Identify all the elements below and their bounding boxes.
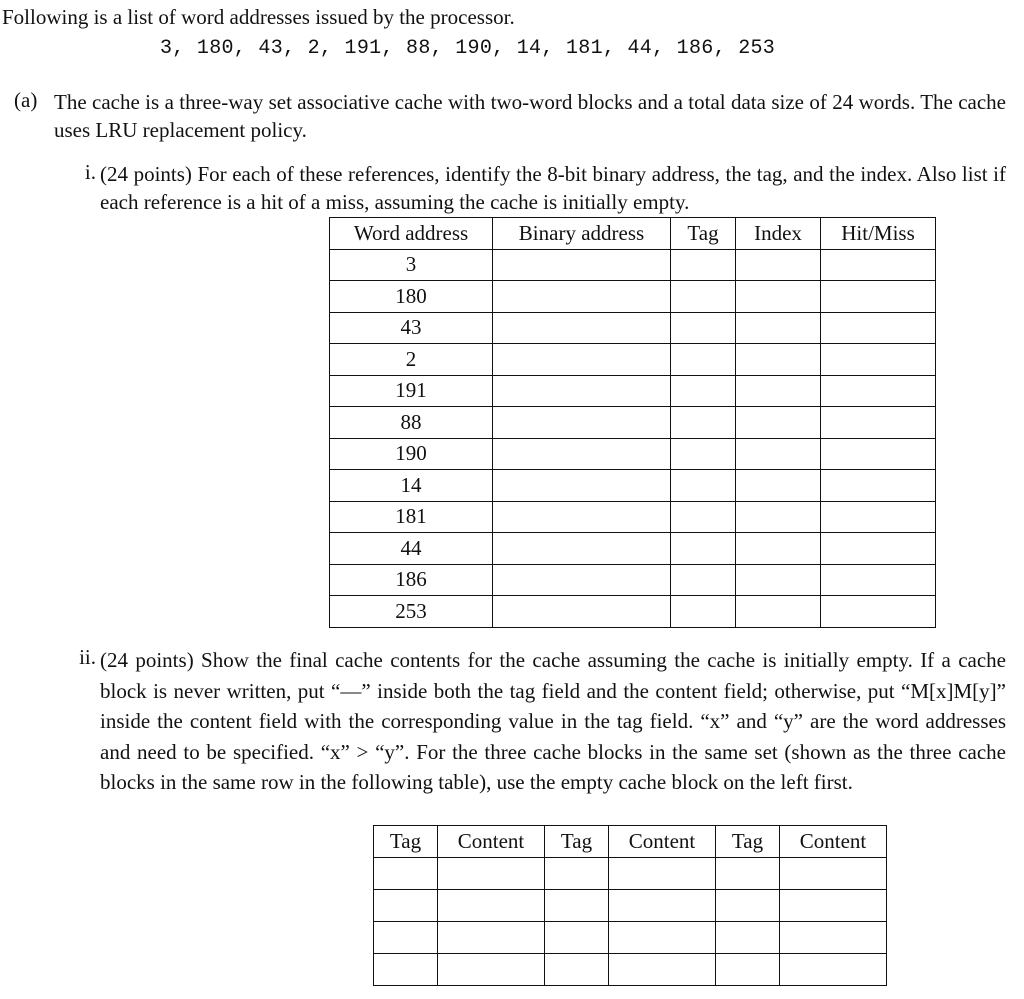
tag-cell[interactable]: [374, 922, 438, 954]
cache-contents-table: [373, 825, 887, 986]
index-cell[interactable]: [736, 596, 821, 628]
header-index: Index: [736, 218, 821, 250]
binary-address-cell[interactable]: [493, 249, 671, 281]
tag-cell[interactable]: [716, 922, 780, 954]
tag-cell[interactable]: [671, 312, 736, 344]
tag-cell[interactable]: [545, 890, 609, 922]
word-address-cell: 44: [330, 533, 493, 565]
tag-cell[interactable]: [374, 954, 438, 986]
table-row: [330, 249, 936, 281]
word-address-cell: 180: [330, 281, 493, 313]
table-row: [330, 312, 936, 344]
index-cell[interactable]: [736, 533, 821, 565]
word-address-cell: 186: [330, 564, 493, 596]
table-row: [374, 890, 887, 922]
hit-miss-cell[interactable]: [821, 501, 936, 533]
index-cell[interactable]: [736, 438, 821, 470]
address-breakdown-table: [329, 217, 936, 628]
table-row: [330, 375, 936, 407]
index-cell[interactable]: [736, 281, 821, 313]
part-ii-marker: ii.: [79, 645, 96, 669]
intro-text: Following is a list of word addresses issued by the processor.: [2, 5, 515, 29]
binary-address-cell[interactable]: [493, 407, 671, 439]
index-cell[interactable]: [736, 249, 821, 281]
table-row: [374, 954, 887, 986]
index-cell[interactable]: [736, 344, 821, 376]
header-content-1: Content: [438, 826, 545, 858]
tag-cell[interactable]: [671, 564, 736, 596]
tag-cell[interactable]: [671, 470, 736, 502]
content-cell[interactable]: [438, 954, 545, 986]
tag-cell[interactable]: [671, 375, 736, 407]
tag-cell[interactable]: [671, 344, 736, 376]
table-header-row: [330, 218, 936, 250]
header-tag-1: Tag: [374, 826, 438, 858]
hit-miss-cell[interactable]: [821, 596, 936, 628]
hit-miss-cell[interactable]: [821, 281, 936, 313]
table-row: [330, 596, 936, 628]
part-a-marker: (a): [14, 88, 38, 112]
part-a-text: The cache is a three-way set associative cache with two-word blocks and a total data size of 24 words. The cache uses LRU replacement policy.: [54, 90, 1006, 142]
table-row: [374, 858, 887, 890]
index-cell[interactable]: [736, 470, 821, 502]
tag-cell[interactable]: [716, 890, 780, 922]
word-address-list: 3, 180, 43, 2, 191, 88, 190, 14, 181, 44, 186, 253: [160, 37, 776, 60]
header-tag: Tag: [671, 218, 736, 250]
binary-address-cell[interactable]: [493, 344, 671, 376]
content-cell[interactable]: [780, 890, 887, 922]
binary-address-cell[interactable]: [493, 312, 671, 344]
tag-cell[interactable]: [671, 438, 736, 470]
hit-miss-cell[interactable]: [821, 375, 936, 407]
table-row: [330, 470, 936, 502]
binary-address-cell[interactable]: [493, 564, 671, 596]
table-row: [330, 501, 936, 533]
header-content-2: Content: [609, 826, 716, 858]
content-cell[interactable]: [438, 922, 545, 954]
tag-cell[interactable]: [545, 954, 609, 986]
index-cell[interactable]: [736, 375, 821, 407]
table-row: [374, 922, 887, 954]
content-cell[interactable]: [780, 858, 887, 890]
content-cell[interactable]: [438, 890, 545, 922]
word-address-cell: 181: [330, 501, 493, 533]
index-cell[interactable]: [736, 407, 821, 439]
header-hit-miss: Hit/Miss: [821, 218, 936, 250]
binary-address-cell[interactable]: [493, 596, 671, 628]
binary-address-cell[interactable]: [493, 438, 671, 470]
content-cell[interactable]: [438, 858, 545, 890]
word-address-cell: 88: [330, 407, 493, 439]
header-word-address: Word address: [330, 218, 493, 250]
hit-miss-cell[interactable]: [821, 249, 936, 281]
tag-cell[interactable]: [545, 922, 609, 954]
table-row: [330, 564, 936, 596]
content-cell[interactable]: [780, 922, 887, 954]
hit-miss-cell[interactable]: [821, 564, 936, 596]
table-row: [330, 344, 936, 376]
hit-miss-cell[interactable]: [821, 344, 936, 376]
table-row: [330, 281, 936, 313]
index-cell[interactable]: [736, 312, 821, 344]
index-cell[interactable]: [736, 564, 821, 596]
tag-cell[interactable]: [374, 858, 438, 890]
word-address-cell: 3: [330, 249, 493, 281]
binary-address-cell[interactable]: [493, 501, 671, 533]
word-address-cell: 253: [330, 596, 493, 628]
part-ii-text: (24 points) Show the final cache contents for the cache assuming the cache is initially empty. If a cache block is never written, put “—” inside both the tag field and the content field; otherwise, put “M[x]M[y]” inside the content field with the corresponding value in the tag field. “x” and “y” are the word addresses and need to be specified. “x” > “y”. For the three cache blocks in the same set (shown as the three cache blocks in the same row in the following table), use the empty cache block on the left first.: [100, 648, 1006, 794]
tag-cell[interactable]: [671, 281, 736, 313]
table-row: [330, 438, 936, 470]
content-cell[interactable]: [609, 954, 716, 986]
header-content-3: Content: [780, 826, 887, 858]
content-cell[interactable]: [609, 858, 716, 890]
tag-cell[interactable]: [671, 533, 736, 565]
header-tag-3: Tag: [716, 826, 780, 858]
header-binary-address: Binary address: [493, 218, 671, 250]
word-address-cell: 190: [330, 438, 493, 470]
tag-cell[interactable]: [545, 858, 609, 890]
index-cell[interactable]: [736, 501, 821, 533]
word-address-cell: 14: [330, 470, 493, 502]
binary-address-cell[interactable]: [493, 470, 671, 502]
tag-cell[interactable]: [671, 249, 736, 281]
binary-address-cell[interactable]: [493, 281, 671, 313]
tag-cell[interactable]: [716, 954, 780, 986]
tag-cell[interactable]: [671, 407, 736, 439]
content-cell[interactable]: [780, 954, 887, 986]
part-i-text: (24 points) For each of these references, identify the 8-bit binary address, the tag, and the index. Also list if each reference is a hit of a miss, assuming the cache is initially empty.: [100, 162, 1006, 214]
content-cell[interactable]: [609, 922, 716, 954]
tag-cell[interactable]: [374, 890, 438, 922]
word-address-cell: 2: [330, 344, 493, 376]
word-address-cell: 43: [330, 312, 493, 344]
part-i-marker: i.: [84, 160, 96, 184]
hit-miss-cell[interactable]: [821, 312, 936, 344]
tag-cell[interactable]: [716, 858, 780, 890]
table-header-row: [374, 826, 887, 858]
hit-miss-cell[interactable]: [821, 470, 936, 502]
hit-miss-cell[interactable]: [821, 407, 936, 439]
hit-miss-cell[interactable]: [821, 438, 936, 470]
header-tag-2: Tag: [545, 826, 609, 858]
binary-address-cell[interactable]: [493, 533, 671, 565]
table-row: [330, 407, 936, 439]
hit-miss-cell[interactable]: [821, 533, 936, 565]
binary-address-cell[interactable]: [493, 375, 671, 407]
tag-cell[interactable]: [671, 596, 736, 628]
content-cell[interactable]: [609, 890, 716, 922]
word-address-cell: 191: [330, 375, 493, 407]
tag-cell[interactable]: [671, 501, 736, 533]
table-row: [330, 533, 936, 565]
